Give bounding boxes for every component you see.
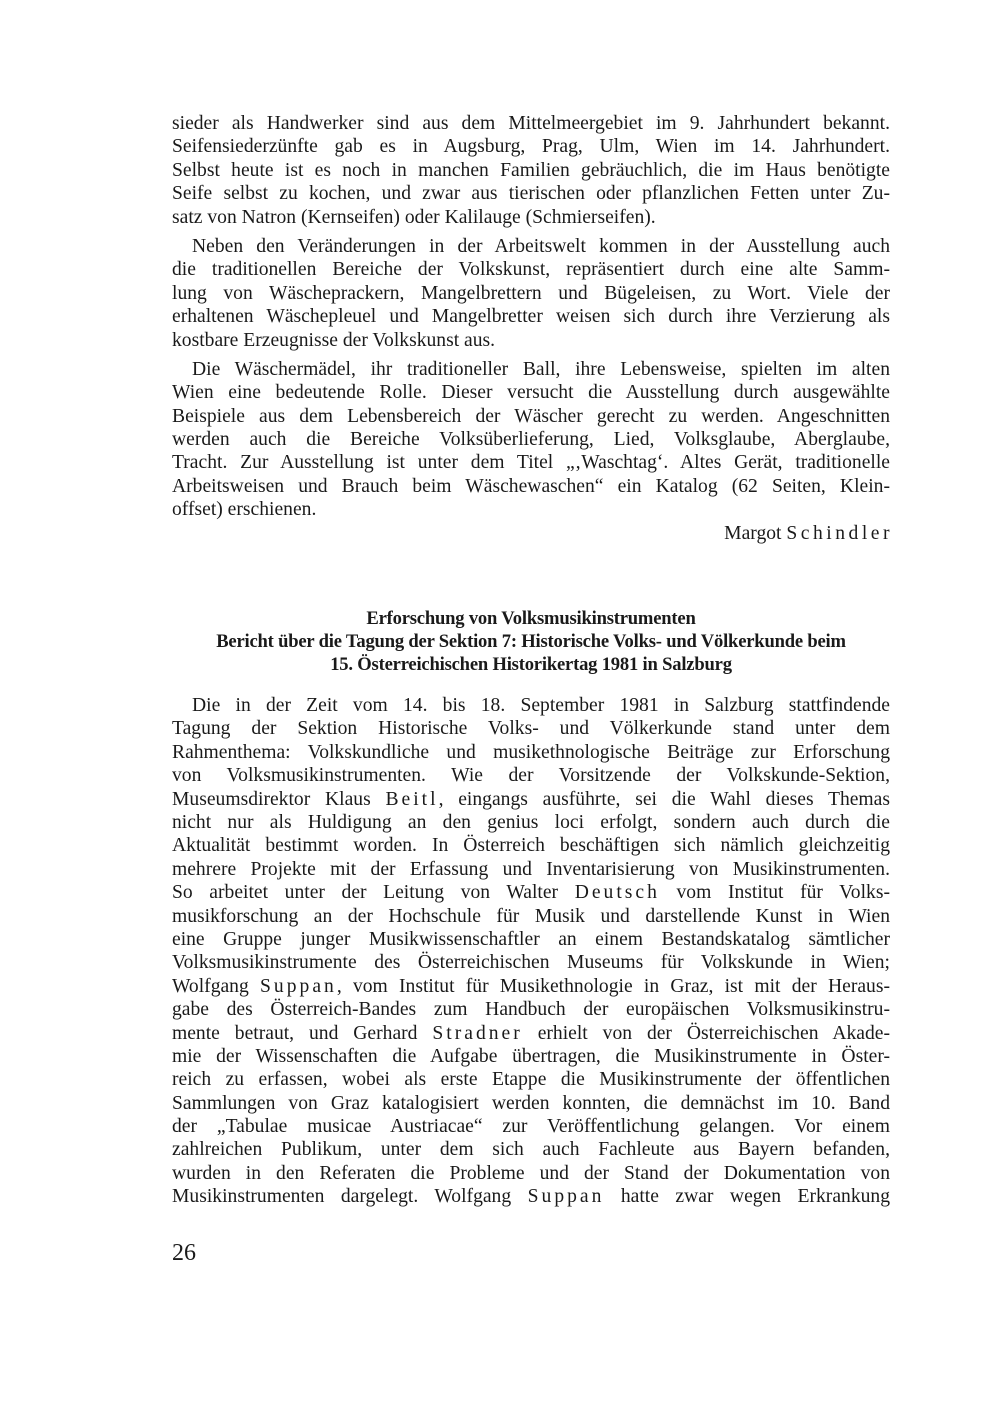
text-line bbox=[172, 1162, 890, 1185]
spaced-name: Suppan bbox=[527, 1186, 605, 1208]
text-segment: nicht nur als Huldigung an den genius loci erfolgt, sondern auch durch die bbox=[172, 812, 890, 833]
text-segment: , vom Institut für Musikethnologie in Graz, ist mit der Heraus- bbox=[336, 975, 890, 997]
text-segment: Volksmusikinstrumente des Österreichischen Museums für Volkskunde in Wien; bbox=[172, 952, 890, 974]
text-segment: Aktualität bestimmt worden. In Österreich beschäftigen sich nämlich gleichzeitig bbox=[172, 835, 890, 857]
text-line: Beispiele aus dem Lebensbereich der Wäscher gerecht zu werden. Angeschnitten bbox=[172, 405, 890, 427]
spaced-name: Beitl bbox=[385, 788, 439, 810]
text-line: satz von Natron (Kernseifen) oder Kalilauge (Schmierseifen). bbox=[172, 206, 656, 228]
text-line: Arbeitsweisen und Brauch beim Wäschewaschen“ ein Katalog (62 Seiten, Klein- bbox=[172, 475, 890, 497]
text-line: Wien eine bedeutende Rolle. Dieser versucht die Ausstellung durch ausgewählte bbox=[172, 382, 890, 404]
text-segment: der „Tabulae musicae Austriacae“ zur Veröffentlichung gelangen. Vor einem bbox=[172, 1116, 890, 1138]
text-segment: mente betraut, und Gerhard bbox=[172, 1022, 433, 1044]
text-segment: Die in der Zeit vom 14. bis 18. September 1981 in Salzburg stattfindende bbox=[192, 695, 890, 717]
text-line bbox=[172, 1138, 890, 1161]
text-line bbox=[172, 834, 890, 857]
spaced-name: Suppan bbox=[260, 975, 337, 997]
text-segment: Musikinstrumenten dargelegt. Wolfgang bbox=[172, 1186, 528, 1208]
text-line bbox=[172, 951, 890, 974]
text-segment: musikforschung an der Hochschule für Musik und darstellende Kunst in Wien bbox=[172, 905, 890, 927]
text-line bbox=[172, 1045, 890, 1068]
text-line: Selbst heute ist es noch in manchen Familien gebräuchlich, die im Haus benötigte bbox=[172, 159, 890, 181]
text-line bbox=[172, 975, 890, 998]
text-line: die traditionellen Bereiche der Volkskunst, repräsentiert durch eine alte Samm- bbox=[172, 259, 890, 281]
text-line: offset) erschienen. bbox=[172, 499, 317, 521]
paragraph-soap-makers bbox=[172, 112, 890, 229]
text-line: Neben den Veränderungen in der Arbeitswelt kommen in der Ausstellung auch bbox=[192, 235, 890, 257]
heading-title: Erforschung von Volksmusikinstrumenten bbox=[366, 608, 696, 630]
text-line bbox=[172, 928, 890, 951]
text-line bbox=[172, 1115, 890, 1138]
section-heading bbox=[172, 607, 890, 676]
text-line bbox=[172, 1092, 890, 1115]
text-line bbox=[172, 764, 890, 787]
page-number: 26 bbox=[172, 1240, 196, 1266]
text-line: sieder als Handwerker sind aus dem Mittelmeergebiet im 9. Jahrhundert bekannt. bbox=[172, 113, 890, 134]
text-line bbox=[172, 811, 890, 834]
text-segment: hatte zwar wegen Erkrankung bbox=[604, 1186, 891, 1208]
author-first-name: Margot bbox=[724, 522, 782, 544]
text-segment: vom Institut für Volks- bbox=[659, 882, 890, 904]
text-line: Seifensiederzünfte gab es in Augsburg, Prag, Ulm, Wien im 14. Jahrhundert. bbox=[172, 136, 890, 158]
text-line bbox=[172, 1022, 890, 1045]
text-segment: Tagung der Sektion Historische Volks- und Völkerkunde stand unter dem bbox=[172, 718, 890, 740]
author-signature bbox=[172, 522, 893, 545]
text-line bbox=[172, 905, 890, 928]
text-line bbox=[172, 881, 890, 904]
text-line bbox=[172, 694, 890, 717]
text-segment: So arbeitet unter der Leitung von Walter bbox=[172, 882, 575, 904]
paragraph-conference-report bbox=[172, 694, 890, 1209]
text-segment: wurden in den Referaten die Probleme und der Stand der Dokumentation von bbox=[172, 1162, 890, 1184]
text-segment: zahlreichen Publikum, unter dem sich auch Fachleute aus Bayern befanden, bbox=[172, 1139, 890, 1161]
text-segment: Rahmenthema: Volkskundliche und musikethnologische Beiträge zur Erforschung bbox=[172, 741, 890, 763]
text-line bbox=[172, 788, 890, 811]
text-line: Seife selbst zu kochen, und zwar aus tierischen oder pflanzlichen Fetten unter Zu- bbox=[172, 183, 890, 205]
text-segment: mie der Wissenschaften die Aufgabe übertragen, die Musikinstrumente in Öster- bbox=[172, 1045, 890, 1067]
text-segment: reich zu erfassen, wobei als erste Etappe die Musikinstrumente der öffentlichen bbox=[172, 1069, 890, 1091]
heading-subtitle-cont: 15. Österreichischen Historikertag 1981 in Salzburg bbox=[330, 654, 732, 676]
text-segment: mehrere Projekte mit der Erfassung und Inventarisierung von Musikinstrumenten. bbox=[172, 858, 890, 880]
text-line: werden auch die Bereiche Volksüberlieferung, Lied, Volksglaube, Aberglaube, bbox=[172, 429, 890, 451]
spaced-name: Stradner bbox=[432, 1022, 523, 1044]
text-segment: eine Gruppe junger Musikwissenschaftler an einem Bestandskatalog sämtlicher bbox=[172, 928, 890, 950]
text-line: Die Wäschermädel, ihr traditioneller Ball, ihre Lebensweise, spielten im alten bbox=[192, 358, 890, 380]
text-line: erhaltenen Wäschepleuel und Mangelbretter weisen sich durch ihre Verzierung als bbox=[172, 306, 890, 328]
text-line: Tracht. Zur Ausstellung ist unter dem Titel „‚Waschtag‘. Altes Gerät, traditionelle bbox=[172, 452, 890, 474]
text-segment: gabe des Österreich-Bandes zum Handbuch der europäischen Volksmusikinstru- bbox=[172, 999, 890, 1021]
text-segment: erhielt von der Österreichischen Akade- bbox=[522, 1022, 891, 1044]
text-segment: von Volksmusikinstrumenten. Wie der Vorsitzende der Volkskunde-Sektion, bbox=[172, 765, 890, 787]
text-line bbox=[172, 717, 890, 740]
author-last-name: Schindler bbox=[786, 522, 893, 544]
text-segment: Museumsdirektor Klaus bbox=[172, 788, 386, 810]
spaced-name: Deutsch bbox=[574, 882, 660, 904]
page-body bbox=[172, 112, 893, 1209]
paragraph-folk-art bbox=[172, 235, 890, 352]
paragraph-washerwomen bbox=[172, 358, 890, 522]
text-line bbox=[172, 1185, 890, 1208]
text-segment: , eingangs ausführte, sei die Wahl dieses Themas bbox=[438, 788, 890, 810]
text-segment: Sammlungen von Graz katalogisiert werden konnten, die demnächst im 10. Band bbox=[172, 1092, 890, 1114]
heading-subtitle: Bericht über die Tagung der Sektion 7: Historische Volks- und Völkerkunde beim bbox=[216, 631, 846, 653]
text-segment: Wolfgang bbox=[172, 975, 261, 997]
text-line bbox=[172, 858, 890, 881]
text-line: kostbare Erzeugnisse der Volkskunst aus. bbox=[172, 329, 496, 351]
text-line bbox=[172, 741, 890, 764]
text-line bbox=[172, 998, 890, 1021]
text-line bbox=[172, 1068, 890, 1091]
text-line: lung von Wäscheprackern, Mangelbrettern und Bügeleisen, zu Wort. Viele der bbox=[172, 282, 890, 304]
